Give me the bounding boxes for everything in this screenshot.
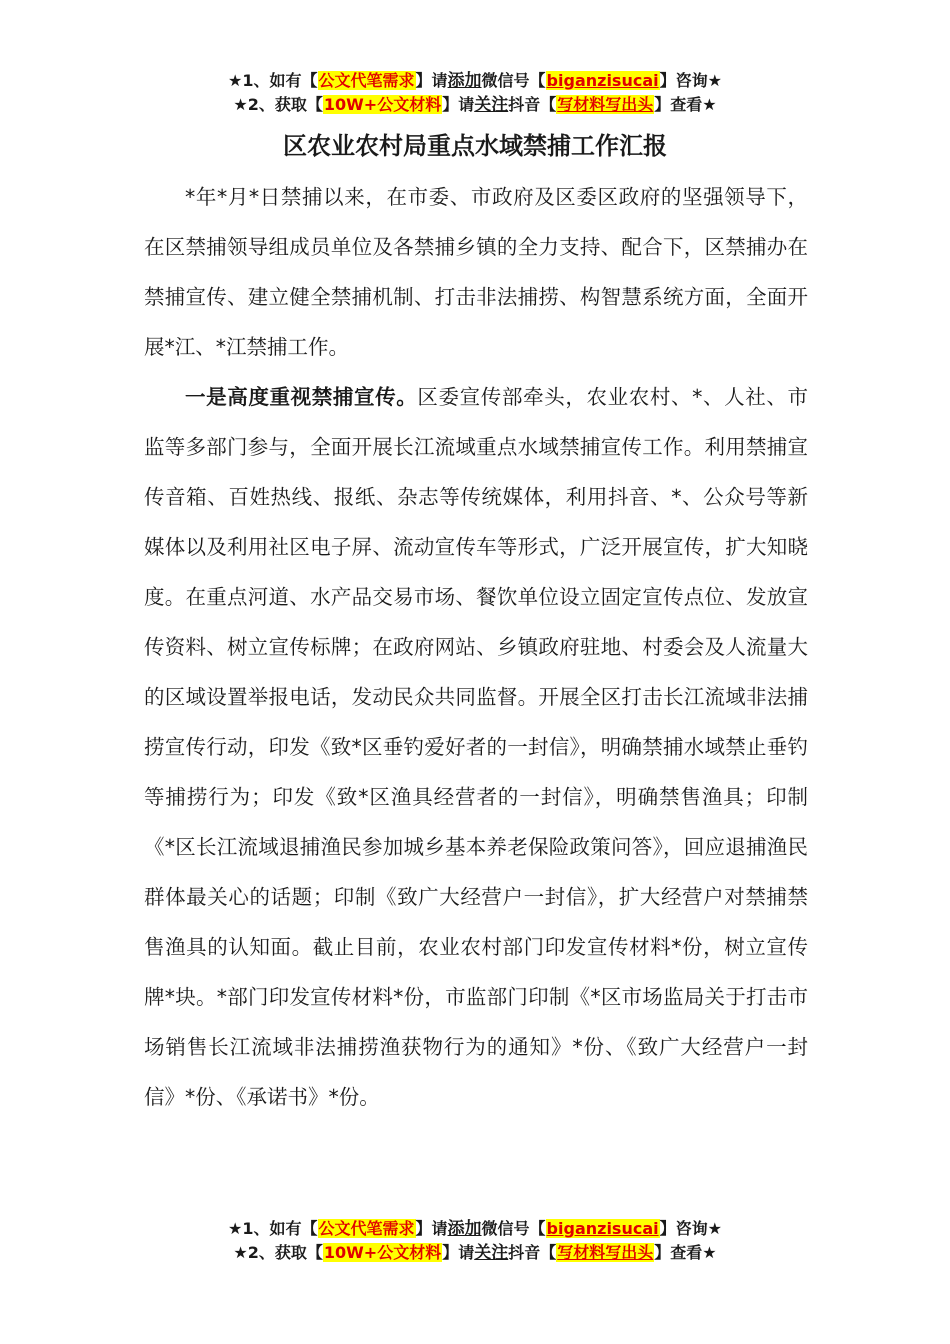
promo-wechat-id: biganzisucai: [546, 71, 659, 90]
promo-text: ★1、如有【: [228, 71, 318, 90]
promo-wechat-id: biganzisucai: [546, 1219, 659, 1238]
promo-emphasis: 添加: [447, 1219, 482, 1239]
promo-line-2: [0, 93, 950, 117]
promo-highlight: 公文代笔需求: [318, 71, 415, 90]
promo-text: 】咨询★: [659, 1219, 722, 1238]
promo-highlight: 10W+公文材料: [323, 95, 442, 114]
paragraph-body: 区委宣传部牵头，农业农村、*、人社、市监等多部门参与，全面开展长江流域重点水域禁捕宣传工作。利用禁捕宣传音箱、百姓热线、报纸、杂志等传统媒体，利用抖音、*、公众号等新媒体以及利用社区电子屏、流动宣传车等形式，广泛开展宣传，扩大知晓度。在重点河道、水产品交易市场、餐饮单位设立固定宣传点位、发放宣传资料、树立宣传标牌；在政府网站、乡镇政府驻地、村委会及人流量大的区域设置举报电话，发动民众共同监督。开展全区打击长江流域非法捕捞宣传行动，印发《致*区垂钓爱好者的一封信》，明确禁捕水域禁止垂钓等捕捞行为；印发《致*区渔具经营者的一封信》，明确禁售渔具；印制《*区长江流域退捕渔民参加城乡基本养老保险政策问答》，回应退捕渔民群体最关心的话题；印制《致广大经营户一封信》，扩大经营户对禁捕禁售渔具的认知面。截止目前，农业农村部门印发宣传材料*份，树立宣传牌*块。*部门印发宣传材料*份，市监部门印制《*区市场监局关于打击市场销售长江流域非法捕捞渔获物行为的通知》*份、《致广大经营户一封信》*份、《承诺书》*份。: [144, 385, 808, 1109]
promo-line-1: [0, 1217, 950, 1241]
promo-text: ★1、如有【: [228, 1219, 318, 1238]
promo-highlight: 10W+公文材料: [323, 1243, 442, 1262]
promo-text: ★2、获取【: [233, 95, 323, 114]
document-title: 区农业农村局重点水域禁捕工作汇报: [283, 132, 667, 160]
promo-text: 】请: [442, 1243, 475, 1262]
promo-emphasis: 添加: [447, 71, 482, 91]
paragraph-intro: *年*月*日禁捕以来，在市委、市政府及区委区政府的坚强领导下，在区禁捕领导组成员单位及各禁捕乡镇的全力支持、配合下，区禁捕办在禁捕宣传、建立健全禁捕机制、打击非法捕捞、构智慧系统方面，全面开展*江、*江禁捕工作。: [144, 185, 808, 359]
promo-text: 】查看★: [654, 95, 717, 114]
promo-text: 】请: [442, 95, 475, 114]
promo-line-1: [0, 69, 950, 93]
promo-emphasis: 关注: [474, 95, 509, 115]
promo-emphasis: 关注: [474, 1243, 509, 1263]
promo-banner-bottom: [0, 1217, 950, 1265]
document-body: [144, 172, 808, 1122]
promo-line-2: [0, 1241, 950, 1265]
promo-text: 抖音【: [508, 1243, 557, 1262]
promo-text: 】请: [415, 1219, 448, 1238]
promo-text: 抖音【: [508, 95, 557, 114]
promo-highlight: 公文代笔需求: [318, 1219, 415, 1238]
paragraph-lead: 一是高度重视禁捕宣传。: [185, 385, 418, 409]
promo-text: ★2、获取【: [233, 1243, 323, 1262]
promo-text: 微信号【: [481, 71, 546, 90]
promo-douyin-id: 写材料写出头: [557, 95, 654, 114]
promo-banner-top: [0, 69, 950, 117]
promo-text: 】咨询★: [659, 71, 722, 90]
paragraph-publicity: [144, 372, 808, 1122]
promo-text: 微信号【: [481, 1219, 546, 1238]
promo-text: 】查看★: [654, 1243, 717, 1262]
promo-douyin-id: 写材料写出头: [557, 1243, 654, 1262]
promo-text: 】请: [415, 71, 448, 90]
